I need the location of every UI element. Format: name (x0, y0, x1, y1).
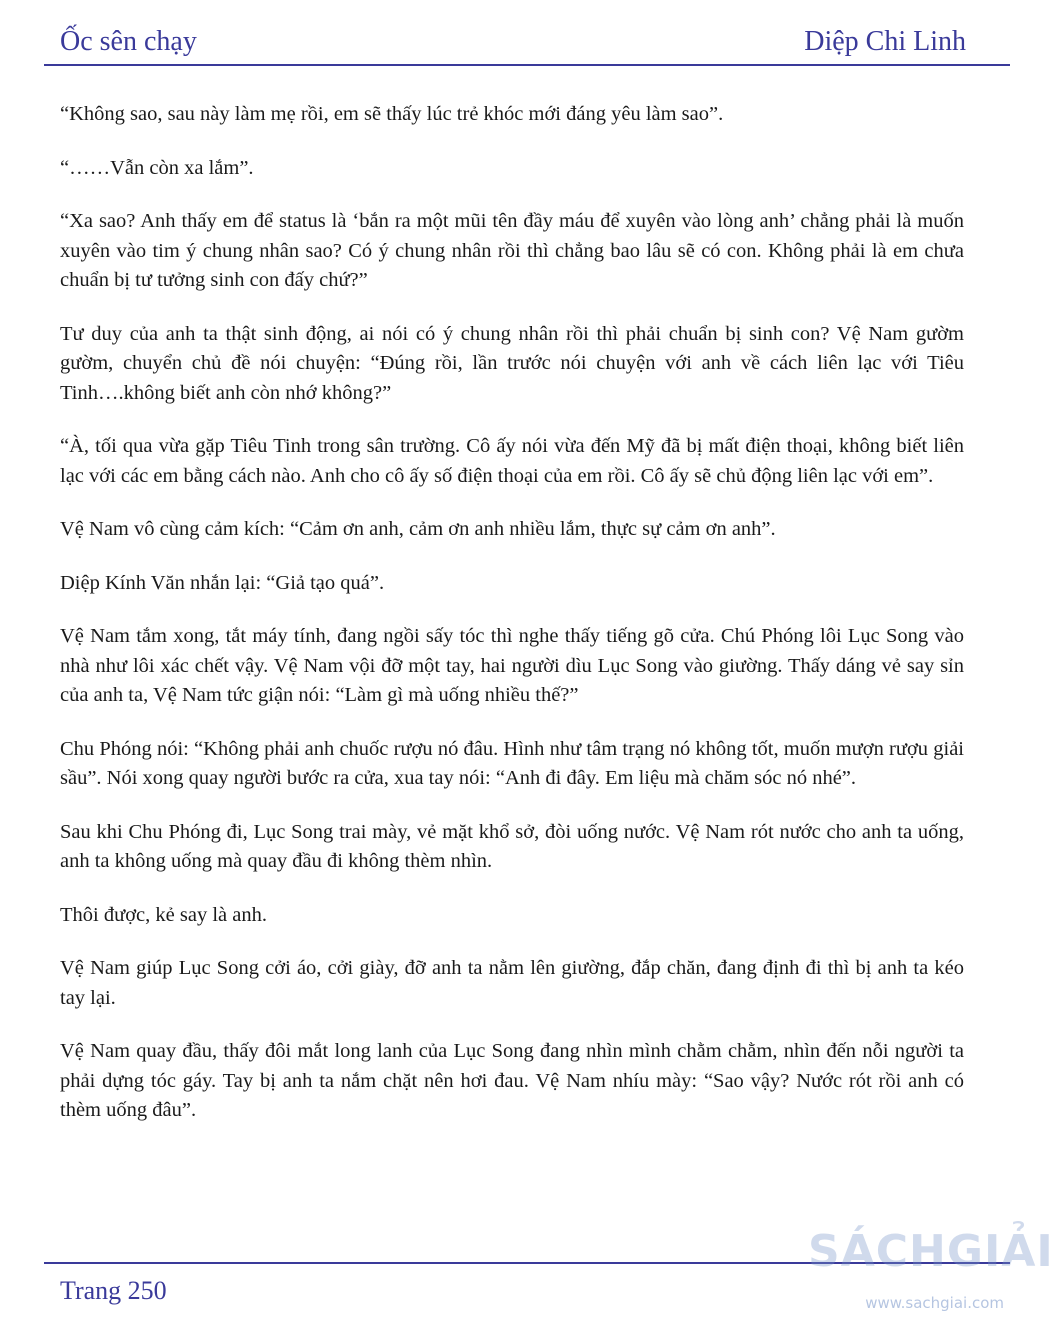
page-body (60, 100, 964, 1150)
paragraph: Vệ Nam tắm xong, tắt máy tính, đang ngồi sấy tóc thì nghe thấy tiếng gõ cửa. Chú Phóng lôi Lục Song vào nhà như lôi xác chết vậy. Vệ Nam vội đỡ một tay, hai người dìu Lục Song vào giường. Thấy dáng vẻ say sỉn của anh ta, Vệ Nam tức giận nói: “Làm gì mà uống nhiều thế?” (60, 625, 964, 706)
page-header (0, 0, 1024, 70)
paragraph: Vệ Nam giúp Lục Song cởi áo, cởi giày, đỡ anh ta nằm lên giường, đắp chăn, đang định đi thì bị anh ta kéo tay lại. (60, 957, 964, 1009)
page-number: Trang 250 (60, 1276, 167, 1305)
paragraph: Vệ Nam vô cùng cảm kích: “Cảm ơn anh, cảm ơn anh nhiều lắm, thực sự cảm ơn anh”. (60, 518, 776, 540)
watermark-logo (808, 1226, 1054, 1318)
paragraph: Thôi được, kẻ say là anh. (60, 903, 267, 926)
paragraph: Diệp Kính Văn nhắn lại: “Giả tạo quá”. (60, 571, 385, 594)
header-divider (44, 64, 1010, 66)
paragraph: “Không sao, sau này làm mẹ rồi, em sẽ thấy lúc trẻ khóc mới đáng yêu làm sao”. (60, 103, 724, 125)
paragraph: “……Vẫn còn xa lắm”. (60, 156, 254, 179)
book-title: Ốc sên chạy (60, 26, 197, 57)
paragraph: “Xa sao? Anh thấy em để status là ‘bắn ra một mũi tên đầy máu để xuyên vào lòng anh’ chẳng phải là muốn xuyên vào tim ý chung nhân sao? Có ý chung nhân rồi thì chẳng bao lâu sẽ có con. Không phải là em chưa chuẩn bị tư tưởng sinh con đấy chứ?” (60, 210, 964, 291)
paragraph: Tư duy của anh ta thật sinh động, ai nói có ý chung nhân rồi thì phải chuẩn bị sinh con? Vệ Nam gườm gườm, chuyển chủ đề nói chuyện: “Đúng rồi, lần trước nói chuyện với anh về cách liên lạc với Tiêu Tinh….không biết anh còn nhớ không?” (60, 322, 964, 404)
paragraph: Chu Phóng nói: “Không phải anh chuốc rượu nó đâu. Hình như tâm trạng nó không tốt, muốn mượn rượu giải sầu”. Nói xong quay người bước ra cửa, xua tay nói: “Anh đi đây. Em liệu mà chăm sóc nó nhé”. (60, 737, 964, 789)
watermark-brand: SÁCHGIẢI (808, 1226, 1054, 1277)
author-name: Diệp Chi Linh (804, 26, 966, 57)
paragraph: Sau khi Chu Phóng đi, Lục Song trai mày, vẻ mặt khổ sở, đòi uống nước. Vệ Nam rót nước cho anh ta uống, anh ta không uống mà quay đầu đi không thèm nhìn. (60, 820, 964, 872)
watermark-url: www.sachgiai.com (865, 1294, 1004, 1312)
paragraph: Vệ Nam quay đầu, thấy đôi mắt long lanh của Lục Song đang nhìn mình chằm chằm, nhìn đến nỗi người ta phải dựng tóc gáy. Tay bị anh ta nắm chặt nên hơi đau. Vệ Nam nhíu mày: “Sao vậy? Nước rót rồi anh có thèm uống đâu”. (60, 1040, 964, 1121)
paragraph: “À, tối qua vừa gặp Tiêu Tinh trong sân trường. Cô ấy nói vừa đến Mỹ đã bị mất điện thoại, không biết liên lạc với các em bằng cách nào. Anh cho cô ấy số điện thoại của em rồi. Cô ấy sẽ chủ động liên lạc với em”. (60, 435, 964, 487)
footer-divider (44, 1262, 1010, 1264)
